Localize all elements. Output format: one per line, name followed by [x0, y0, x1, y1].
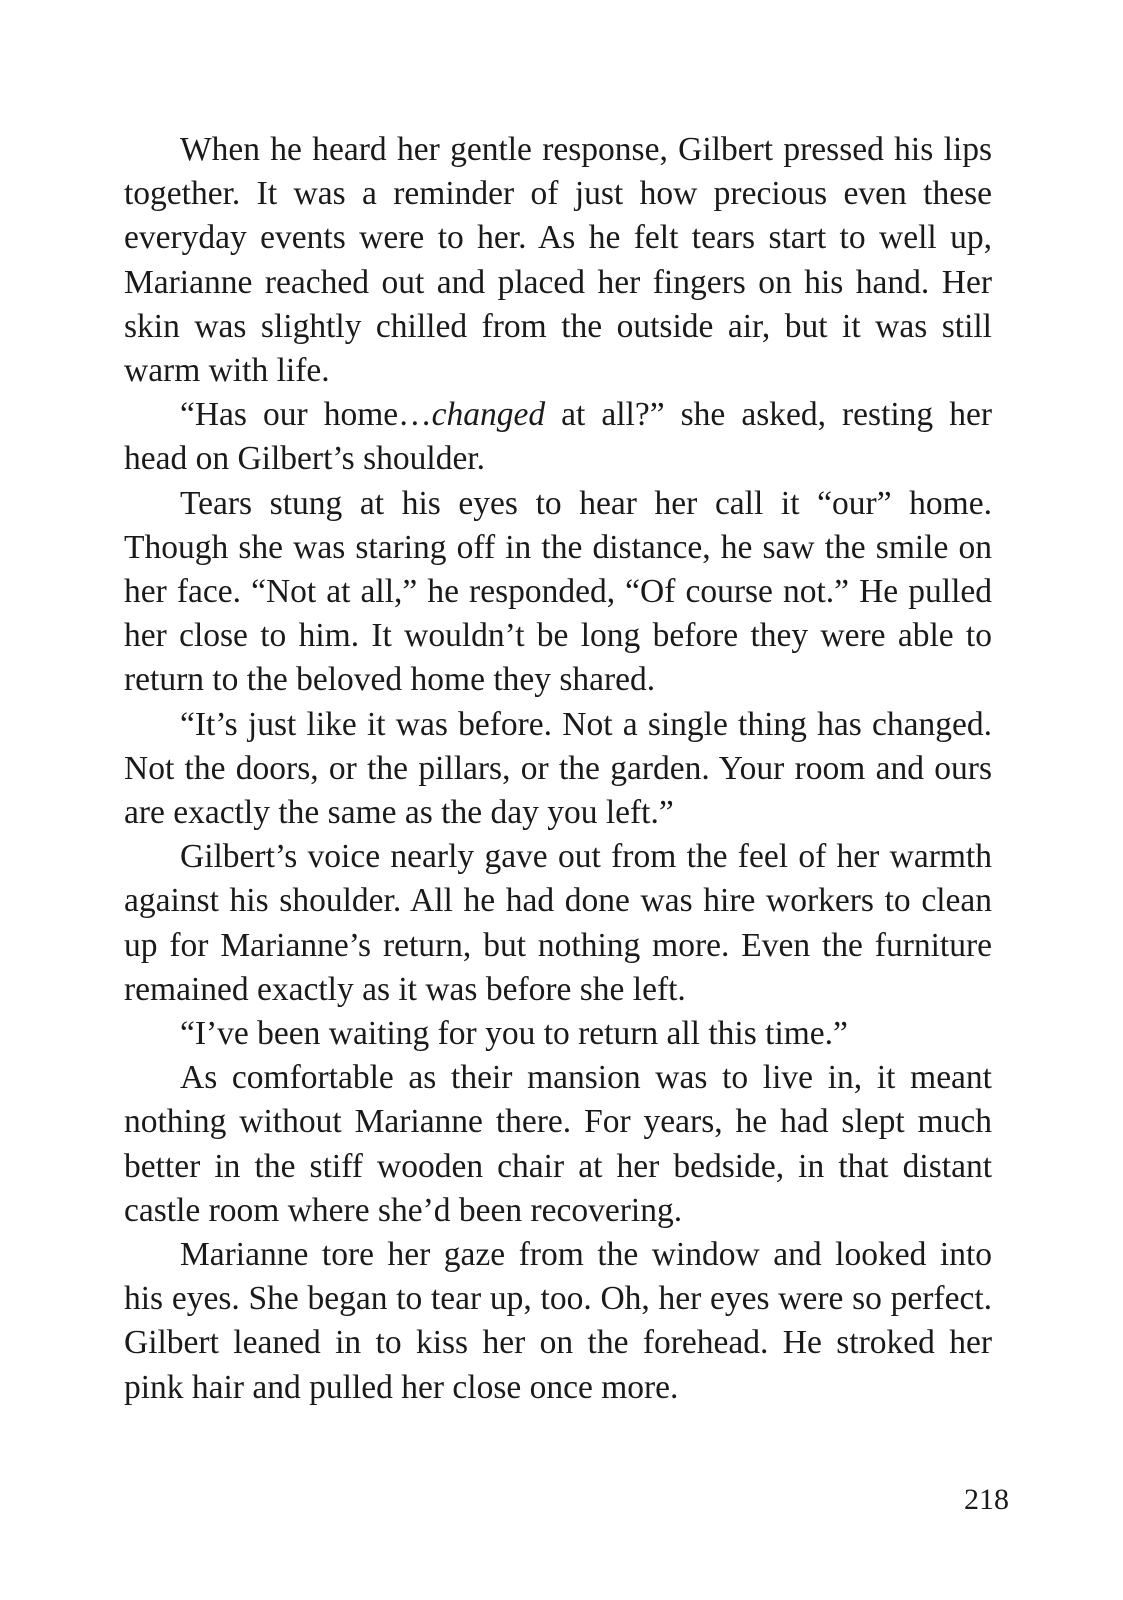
- paragraph-2-emphasis: changed: [431, 396, 546, 434]
- paragraph-5: Gilbert’s voice nearly gave out from the feel of her warmth against his shoulder. All he had done was hire workers to clean up for Marianne’s return, but nothing more. Even the furniture remained exactly as it was before she left.: [124, 838, 992, 1008]
- paragraph-1: When he heard her gentle response, Gilbert pressed his lips together. It was a reminder of just how precious even these everyday events were to her. As he felt tears start to well up, Marianne reached out and placed her fingers on his hand. Her skin was slightly chilled from the outside air, but it was still warm with life.: [124, 131, 992, 390]
- page-number: 218: [964, 1483, 1009, 1516]
- paragraph-4: “It’s just like it was before. Not a single thing has changed. Not the doors, or the pillars, or the garden. Your room and ours are exactly the same as the day you left.”: [124, 705, 992, 832]
- paragraph-8: Marianne tore her gaze from the window and looked into his eyes. She began to tear up, too. Oh, her eyes were so perfect. Gilbert leaned in to kiss her on the forehead. He stroked her pink hair and pulled her close once more.: [124, 1236, 992, 1406]
- paragraph-3: Tears stung at his eyes to hear her call it “our” home. Though she was staring off in the distance, he saw the smile on her face. “Not at all,” he responded, “Of course not.” He pulled her close to him. It wouldn’t be long before they were able to return to the beloved home they shared.: [124, 484, 992, 699]
- paragraph-6: “I’ve been waiting for you to return all this time.”: [180, 1015, 848, 1053]
- paragraph-7: As comfortable as their mansion was to live in, it meant nothing without Marianne there. For years, he had slept much better in the stiff wooden chair at her bedside, in that distant castle room where she’d been recovering.: [124, 1059, 992, 1229]
- paragraph-2: [124, 393, 992, 481]
- body-text: [124, 128, 992, 1410]
- paragraph-2-before: “Has our home…: [180, 396, 432, 434]
- paragraph-2-after: at all?” she asked, resting her head on Gilbert’s shoulder.: [124, 396, 992, 478]
